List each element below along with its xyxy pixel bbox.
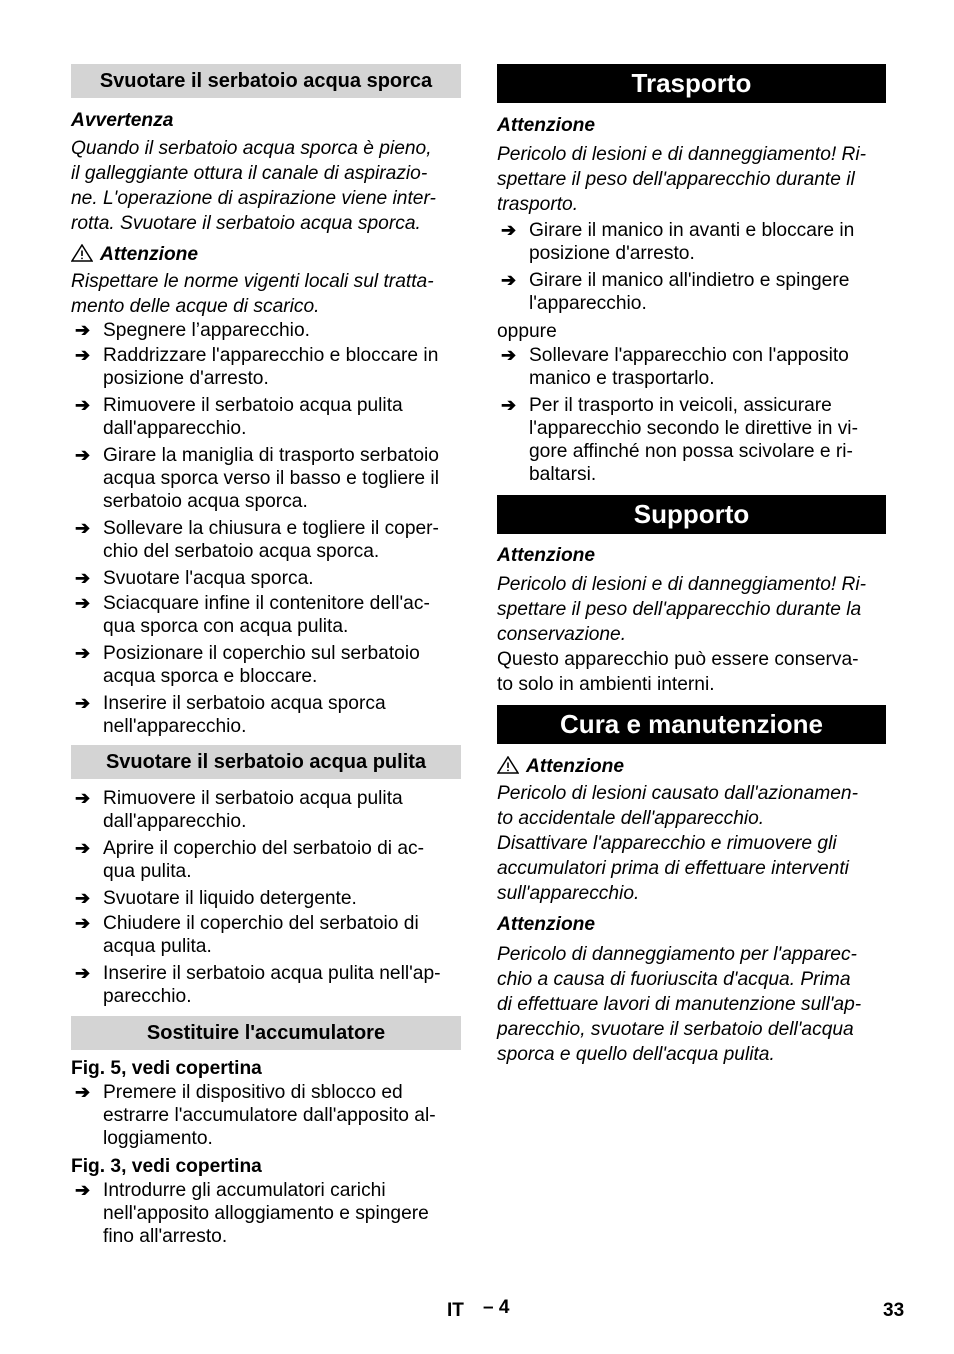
storage-text [497, 647, 886, 697]
list-item-text [103, 567, 461, 590]
note-text [71, 136, 461, 236]
arrow-right-icon: ➔ [75, 320, 91, 340]
arrow-right-icon: ➔ [75, 568, 91, 588]
list-item [71, 1179, 461, 1248]
list-item [71, 912, 461, 958]
text-line: chio a causa di fuoriuscita d'acqua. Prima [497, 969, 851, 990]
steps-clean-water [71, 787, 461, 1008]
arrow-right-icon: ➔ [75, 643, 91, 663]
arrow-right-icon: ➔ [75, 888, 91, 908]
text-line: spettare il peso dell'apparecchio durante la [497, 599, 862, 620]
text-line: to accidentale dell'apparecchio. [497, 808, 765, 829]
list-item-text [529, 219, 886, 265]
text-line: qua sporca con acqua pulita. [103, 616, 349, 637]
warning-triangle-icon [71, 244, 93, 262]
list-item-text [103, 517, 461, 563]
text-line: estrarre l'accumulatore dall'apposito al- [103, 1105, 436, 1126]
list-item-text [103, 1081, 461, 1150]
list-item-text [103, 1179, 461, 1248]
warning-label: Attenzione [497, 115, 596, 136]
text-line: Premere il dispositivo di sblocco ed [103, 1082, 403, 1103]
text-line: Spegnere l’apparecchio. [103, 320, 310, 341]
section-heading-storage: Supporto [497, 495, 886, 534]
warning-text [71, 269, 461, 319]
text-line: ne. L'operazione di aspirazione viene inter- [71, 188, 436, 209]
arrow-right-icon: ➔ [75, 788, 91, 808]
arrow-right-icon: ➔ [501, 270, 517, 290]
list-item-text [103, 592, 461, 638]
section-heading-transport: Trasporto [497, 64, 886, 103]
steps-battery-remove [71, 1081, 461, 1150]
text-line: Introdurre gli accumulatori carichi [103, 1180, 386, 1201]
text-line: Sollevare la chiusura e togliere il coper- [103, 518, 439, 539]
arrow-right-icon: ➔ [75, 963, 91, 983]
list-item [71, 837, 461, 883]
arrow-right-icon: ➔ [75, 1082, 91, 1102]
list-item [497, 269, 886, 315]
list-item-text [103, 642, 461, 688]
text-line: Posizionare il coperchio sul serbatoio [103, 643, 420, 664]
text-line: acqua pulita. [103, 936, 212, 957]
right-column [497, 64, 886, 1067]
text-line: nell'apposito alloggiamento e spingere [103, 1203, 429, 1224]
text-line: Pericolo di danneggiamento per l'apparec- [497, 944, 857, 965]
text-line: dall'apparecchio. [103, 418, 247, 439]
text-line: Svuotare l'acqua sporca. [103, 568, 314, 589]
footer-section-page: – 4 [483, 1297, 510, 1318]
warning-label-text: Attenzione [100, 244, 199, 265]
footer-language: IT [447, 1300, 464, 1321]
text-line: acqua sporca e bloccare. [103, 666, 318, 687]
text-line: Questo apparecchio può essere conserva- [497, 649, 859, 670]
warning-label: Attenzione [497, 914, 596, 935]
list-item [71, 962, 461, 1008]
text-line: Disattivare l'apparecchio e rimuovere gli [497, 833, 837, 854]
text-line: Sciacquare infine il contenitore dell'ac- [103, 593, 430, 614]
text-line: Girare il manico all'indietro e spingere [529, 270, 850, 291]
list-item-text [103, 962, 461, 1008]
text-line: Per il trasporto in veicoli, assicurare [529, 395, 832, 416]
warning-text [497, 781, 886, 906]
or-text: oppure [497, 321, 557, 342]
list-item-text [103, 787, 461, 833]
text-line: dall'apparecchio. [103, 811, 247, 832]
list-item [71, 592, 461, 638]
text-line: Rimuovere il serbatoio acqua pulita [103, 788, 403, 809]
list-item [71, 517, 461, 563]
list-item [71, 887, 461, 910]
section-heading-battery: Sostituire l'accumulatore [71, 1016, 461, 1050]
warning-text [497, 942, 886, 1067]
text-line: posizione d'arresto. [529, 243, 695, 264]
steps-transport [497, 219, 886, 315]
arrow-right-icon: ➔ [501, 345, 517, 365]
text-line: mento delle acque di scarico. [71, 296, 320, 317]
footer-page-number: 33 [883, 1300, 905, 1321]
text-line: chio del serbatoio acqua sporca. [103, 541, 380, 562]
list-item-text [103, 394, 461, 440]
warning-label: Attenzione [497, 545, 596, 566]
figure-reference: Fig. 3, vedi copertina [71, 1156, 262, 1177]
text-line: Chiudere il coperchio del serbatoio di [103, 913, 419, 934]
arrow-right-icon: ➔ [75, 913, 91, 933]
text-line: nell'apparecchio. [103, 716, 247, 737]
list-item-text [103, 692, 461, 738]
arrow-right-icon: ➔ [501, 220, 517, 240]
arrow-right-icon: ➔ [75, 838, 91, 858]
figure-reference: Fig. 5, vedi copertina [71, 1058, 262, 1079]
list-item-text [529, 344, 886, 390]
text-line: sull'apparecchio. [497, 883, 640, 904]
text-line: Rispettare le norme vigenti locali sul tratta- [71, 271, 434, 292]
text-line: Inserire il serbatoio acqua pulita nell'ap- [103, 963, 441, 984]
text-line: Quando il serbatoio acqua sporca è pieno, [71, 138, 432, 159]
arrow-right-icon: ➔ [75, 445, 91, 465]
arrow-right-icon: ➔ [501, 395, 517, 415]
text-line: l'apparecchio. [529, 293, 647, 314]
text-line: Pericolo di lesioni causato dall'azionamen- [497, 783, 858, 804]
text-line: Aprire il coperchio del serbatoio di ac- [103, 838, 425, 859]
list-item-text [103, 887, 461, 910]
list-item [71, 642, 461, 688]
arrow-right-icon: ➔ [75, 593, 91, 613]
text-line: posizione d'arresto. [103, 368, 269, 389]
text-line: parecchio, svuotare il serbatoio dell'acqua [497, 1019, 854, 1040]
warning-triangle-icon [497, 756, 519, 774]
list-item-text [529, 269, 886, 315]
text-line: accumulatori prima di effettuare interventi [497, 858, 849, 879]
list-item [497, 219, 886, 265]
arrow-right-icon: ➔ [75, 693, 91, 713]
list-item-text [529, 394, 886, 486]
text-line: sporca e quello dell'acqua pulita. [497, 1044, 775, 1065]
text-line: parecchio. [103, 986, 192, 1007]
arrow-right-icon: ➔ [75, 395, 91, 415]
text-line: qua pulita. [103, 861, 192, 882]
list-item [71, 692, 461, 738]
text-line: il galleggiante ottura il canale di aspirazio- [71, 163, 428, 184]
steps-dirty-water [71, 319, 461, 738]
list-item [71, 1081, 461, 1150]
arrow-right-icon: ➔ [75, 345, 91, 365]
text-line: Sollevare l'apparecchio con l'apposito [529, 345, 849, 366]
text-line: to solo in ambienti interni. [497, 674, 715, 695]
list-item [71, 394, 461, 440]
section-heading-clean-water: Svuotare il serbatoio acqua pulita [71, 745, 461, 779]
text-line: serbatoio acqua sporca. [103, 491, 308, 512]
list-item [497, 344, 886, 390]
text-line: Raddrizzare l'apparecchio e bloccare in [103, 345, 439, 366]
text-line: acqua sporca verso il basso e togliere il [103, 468, 439, 489]
list-item-text [103, 344, 461, 390]
text-line: Inserire il serbatoio acqua sporca [103, 693, 386, 714]
list-item-text [103, 444, 461, 513]
steps-transport-alt [497, 344, 886, 486]
left-column [71, 64, 461, 1252]
text-line: Svuotare il liquido detergente. [103, 888, 357, 909]
text-line: Rimuovere il serbatoio acqua pulita [103, 395, 403, 416]
list-item-text [103, 319, 461, 342]
text-line: conservazione. [497, 624, 627, 645]
text-line: Girare la maniglia di trasporto serbatoio [103, 445, 439, 466]
list-item-text [103, 912, 461, 958]
arrow-right-icon: ➔ [75, 1180, 91, 1200]
list-item-text [103, 837, 461, 883]
list-item [497, 394, 886, 486]
warning-label [497, 754, 886, 779]
text-line: Pericolo di lesioni e di danneggiamento! Ri- [497, 144, 867, 165]
section-heading-maintenance: Cura e manutenzione [497, 705, 886, 744]
text-line: di effettuare lavori di manutenzione sull'ap- [497, 994, 862, 1015]
note-label: Avvertenza [71, 110, 174, 131]
list-item [71, 344, 461, 390]
text-line: fino all'arresto. [103, 1226, 228, 1247]
text-line: baltarsi. [529, 464, 597, 485]
arrow-right-icon: ➔ [75, 518, 91, 538]
text-line: rotta. Svuotare il serbatoio acqua sporca. [71, 213, 421, 234]
text-line: manico e trasportarlo. [529, 368, 715, 389]
text-line: l'apparecchio secondo le direttive in vi- [529, 418, 858, 439]
warning-text [497, 142, 886, 217]
steps-battery-insert [71, 1179, 461, 1248]
list-item [71, 319, 461, 342]
text-line: trasporto. [497, 194, 579, 215]
text-line: Pericolo di lesioni e di danneggiamento! Ri- [497, 574, 867, 595]
text-line: spettare il peso dell'apparecchio durante il [497, 169, 855, 190]
warning-label [71, 242, 461, 267]
list-item [71, 567, 461, 590]
section-heading-dirty-water: Svuotare il serbatoio acqua sporca [71, 64, 461, 98]
warning-label-text: Attenzione [526, 756, 625, 777]
list-item [71, 787, 461, 833]
list-item [71, 444, 461, 513]
text-line: loggiamento. [103, 1128, 213, 1149]
warning-text [497, 572, 886, 647]
text-line: Girare il manico in avanti e bloccare in [529, 220, 855, 241]
text-line: gore affinché non possa scivolare e ri- [529, 441, 853, 462]
